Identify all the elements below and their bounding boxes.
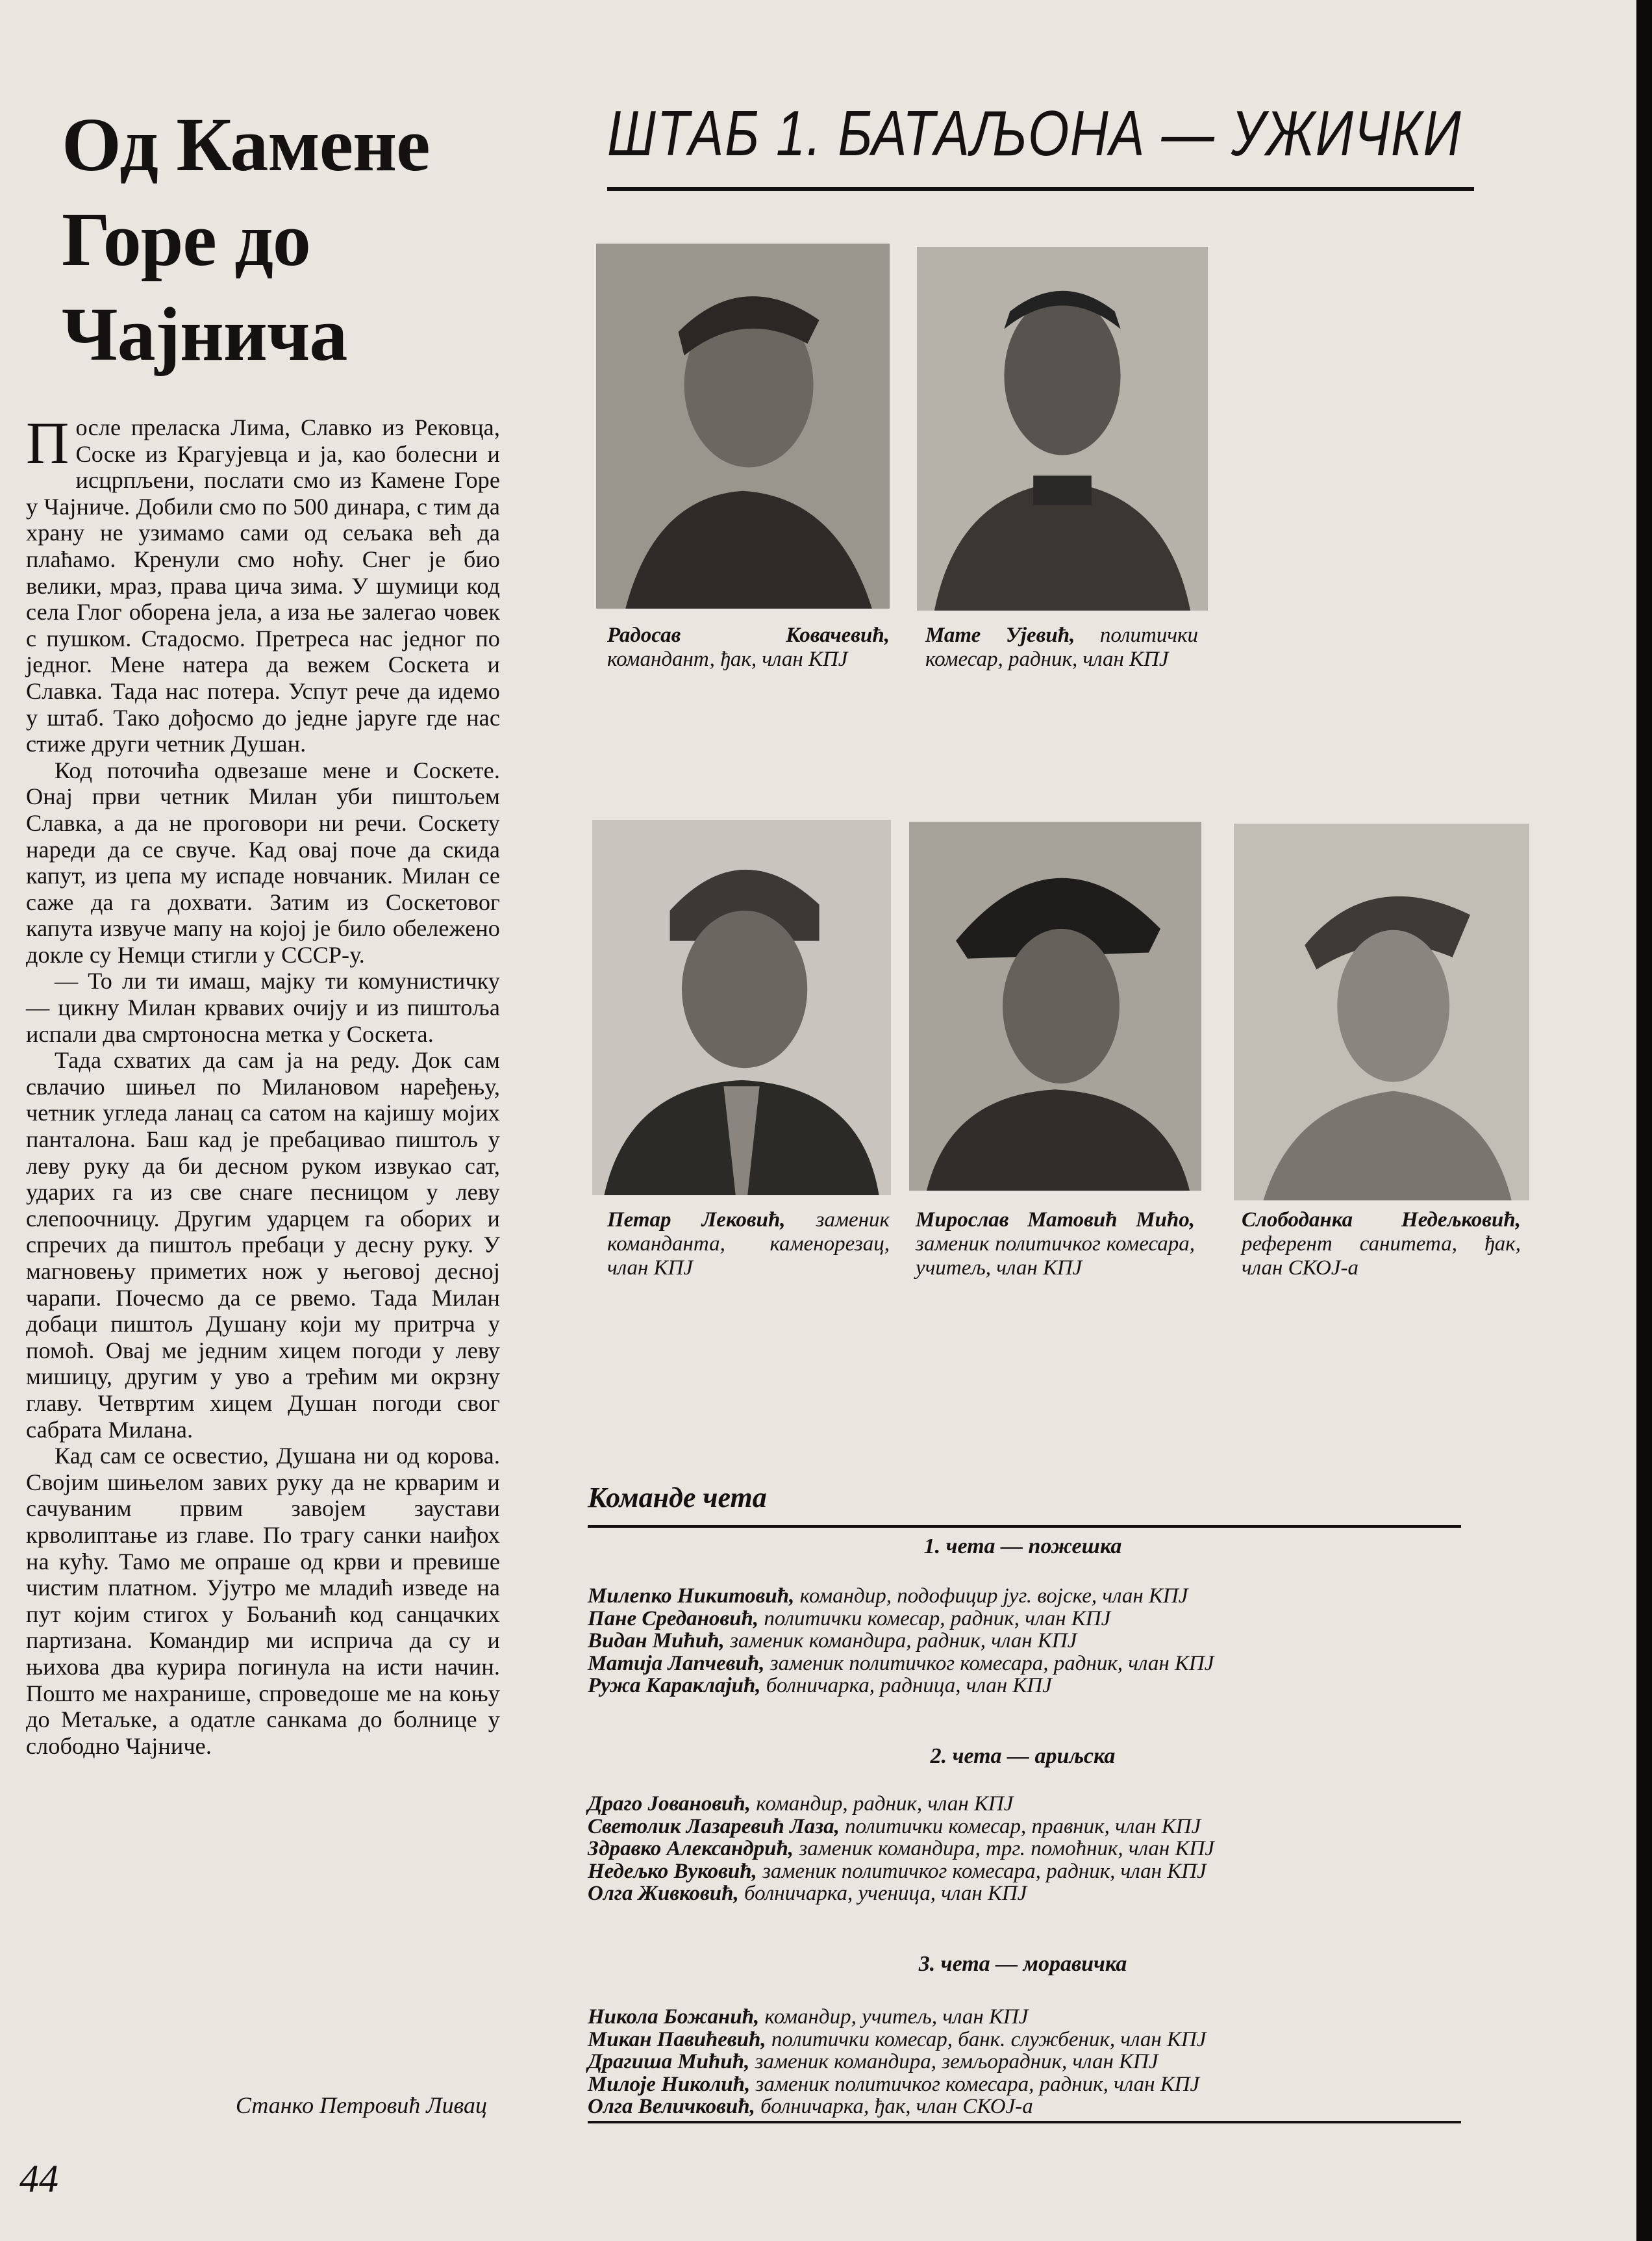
portrait-name: Мате Ујевић,	[925, 624, 1075, 647]
member-role: командир, подофицир југ. војске, члан КПЈ	[794, 1584, 1188, 1608]
article-author: Станко Петровић Ливац	[235, 2092, 487, 2118]
headline-line: Чајнича	[62, 292, 347, 377]
story-paragraph-text: осле преласка Лима, Славко из Рековца, Соске из Крагујевца и ја, као болесни и исцрпљени, послати смо из Камене Горе у Чајниче. Добили смо по 500 динара, с тим да храну не узимамо сами од сељака већ да плаћамо. Кренули смо ноћу. Снег је био велики, мраз, права цича зима. У шумици код села Глог оборена јела, а иза ње залегао човек с пушком. Стадосмо. Претреса нас једног по једног. Мене натера да вежем Соскета и Славка. Тада нас потера. Успут рече да идемо у штаб. Тако дођосмо до једне јаруге где нас стиже други четник Душан.	[26, 414, 500, 757]
member-role: политички комесар, банк. службеник, члан КПЈ	[766, 2027, 1207, 2051]
story-paragraph: Тада схватих да сам ја на реду. Док сам свлачио шињел по Милановом наређењу, четник угледа ланац са сатом на кајишу мојих панталона. Баш кад је пребацивао пиштољ у леву руку да би десном руком извукао сат, ударих га из све снаге песницом у леву слепоочницу. Другим ударцем га оборих и спречих да пиштољ пребаци у десну руку. У магновењу приметих нож у његовој десној чарапи. Почесмо да се рвемо. Тада Милан добаци пиштољ Душану који му притрча у помоћ. Овај ме једним хицем погоди у леву мишицу, другим у уво а трећим ми окрзну главу. Четвртим хицем Душан погоди свог сабрата Милана.	[26, 1047, 500, 1443]
company-title: 3. чета — моравичка	[918, 1952, 1127, 1976]
member-line	[588, 2006, 1458, 2029]
member-name: Недељко Вуковић,	[588, 1859, 757, 1883]
member-role: болничарка, ђак, члан СКОЈ-а	[755, 2095, 1033, 2118]
article-body	[26, 410, 500, 1759]
member-role: политички комесар, радник, члан КПЈ	[758, 1606, 1111, 1630]
member-name: Олга Величковић,	[588, 2095, 755, 2118]
company-members	[588, 2006, 1458, 2118]
member-role: заменик политичког комесара, радник, члан КПЈ	[764, 1651, 1214, 1675]
portrait-caption	[607, 1208, 890, 1280]
portrait-role: заменик команданта, каменорезац, члан КПЈ	[607, 1208, 890, 1280]
member-line	[588, 1630, 1458, 1652]
member-line	[588, 2051, 1458, 2073]
story-paragraph: Код поточића одвезаше мене и Соскете. Онај први четник Милан уби пиштољем Славка, а да не проговори ни речи. Соскету нареди да се свуче. Кад овај поче да скида капут, из џепа му испаде новчаник. Милан се саже да га дохвати. Затим из Соскетовог капута извуче мапу на којој је било обележено докле су Немци стигли у СССР-у.	[26, 757, 500, 968]
headline-line: Горе до	[62, 197, 310, 282]
member-role: болничарка, ученица, члан КПЈ	[738, 1882, 1027, 1905]
member-line	[588, 1652, 1458, 1675]
member-line	[588, 1675, 1458, 1697]
member-role: болничарка, радница, члан КПЈ	[760, 1674, 1052, 1697]
portrait-caption	[925, 624, 1198, 672]
member-line	[588, 1585, 1458, 1608]
member-name: Олга Живковић,	[588, 1882, 739, 1905]
member-role: заменик политичког комесара, радник, члан КПЈ	[757, 1859, 1207, 1883]
story-paragraph: Кад сам се освестио, Душана ни од корова. Својим шињелом завих руку да не крварим и сачуваним првим завојем заустави крволиптање из главе. По трагу санки наиђох на кућу. Тамо ме опраше од крви и превише чистим платном. Ујутро ме младић изведе на пут којим стигох у Бољанић код санцачких партизана. Командир ми исприча да су и њихова два курира погинула на исти начин. Пошто ме нахранише, спроведоше ме на коњу до Метаљке, а одатле санкама до болнице у слободно Чајниче.	[26, 1443, 500, 1759]
member-name: Видан Мићић,	[588, 1629, 725, 1652]
member-name: Микан Павићевић,	[588, 2027, 766, 2051]
portrait-role: заменик политичког комесара, учитељ, члан КПЈ	[916, 1232, 1195, 1280]
member-line	[588, 1882, 1458, 1905]
member-line	[588, 2095, 1458, 2118]
portrait-photo	[596, 244, 890, 609]
story-paragraph	[26, 410, 500, 757]
article-headline	[62, 97, 477, 382]
member-role: командир, радник, члан КПЈ	[751, 1792, 1014, 1816]
companies-rule	[588, 1525, 1461, 1528]
portrait-photo	[592, 820, 891, 1195]
portrait-name: Слободанка Недељковић,	[1242, 1208, 1521, 1232]
member-role: заменик командира, земљорадник, члан КПЈ	[749, 2050, 1158, 2073]
member-name: Никола Божанић,	[588, 2005, 760, 2029]
member-name: Светолик Лазаревић Лаза,	[588, 1814, 840, 1838]
member-name: Ружа Караклајић,	[588, 1674, 761, 1697]
drop-cap: П	[26, 410, 69, 476]
member-role: командир, учитељ, члан КПЈ	[759, 2005, 1029, 2029]
company-title: 2. чета — ариљска	[930, 1744, 1116, 1768]
member-name: Пане Средановић,	[588, 1606, 759, 1630]
member-name: Милепко Никитовић,	[588, 1584, 795, 1608]
scan-edge	[1636, 0, 1652, 2241]
bottom-rule	[588, 2121, 1461, 2123]
member-name: Матија Лапчевић,	[588, 1651, 765, 1675]
member-role: политички комесар, правник, члан КПЈ	[839, 1814, 1201, 1838]
portrait-photo	[1234, 824, 1529, 1200]
page-number: 44	[19, 2157, 58, 2200]
portrait-photo	[917, 247, 1208, 611]
member-name: Милоје Николић,	[588, 2072, 751, 2096]
member-line	[588, 1608, 1458, 1630]
member-role: заменик командира, трг. помоћник, члан КПЈ	[794, 1837, 1214, 1860]
portrait-photo	[909, 822, 1201, 1191]
company-title: 1. чета — пожешка	[923, 1534, 1122, 1558]
member-name: Драго Јовановић,	[588, 1792, 751, 1816]
portrait-role: командант, ђак, члан КПЈ	[607, 648, 848, 671]
member-line	[588, 1793, 1458, 1816]
portrait-role: политички комесар, радник, члан КПЈ	[925, 624, 1198, 671]
portrait-name: Мирослав Матовић Мићо,	[916, 1208, 1195, 1232]
portrait-name: Петар Лековић,	[607, 1208, 786, 1232]
member-line	[588, 1860, 1458, 1883]
member-name: Здравко Александрић,	[588, 1837, 794, 1860]
member-line	[588, 2029, 1458, 2051]
companies-heading: Команде чета	[588, 1482, 767, 1513]
portrait-caption	[1242, 1208, 1521, 1280]
portrait-caption	[607, 624, 890, 672]
member-line	[588, 1816, 1458, 1838]
member-line	[588, 1838, 1458, 1860]
section-title: ШТАБ 1. БАТАЉОНА — УЖИЧКИ	[607, 97, 1462, 169]
portrait-caption	[916, 1208, 1195, 1280]
member-role: заменик политичког комесара, радник, члан КПЈ	[750, 2072, 1200, 2096]
company-members	[588, 1793, 1458, 1905]
member-name: Драгиша Мићић,	[588, 2050, 750, 2073]
portrait-name: Радосав Ковачевић,	[607, 624, 890, 647]
title-rule	[607, 187, 1474, 191]
member-line	[588, 2073, 1458, 2096]
story-paragraph: — То ли ти имаш, мајку ти комунистичку — цикну Милан крвавих очију и из пиштоља испали два смртоносна метка у Соскета.	[26, 968, 500, 1047]
company-members	[588, 1585, 1458, 1697]
portrait-role: референт санитета, ђак, члан СКОЈ-а	[1242, 1232, 1521, 1280]
headline-line: Од Камене	[62, 102, 430, 187]
member-role: заменик командира, радник, члан КПЈ	[724, 1629, 1077, 1652]
